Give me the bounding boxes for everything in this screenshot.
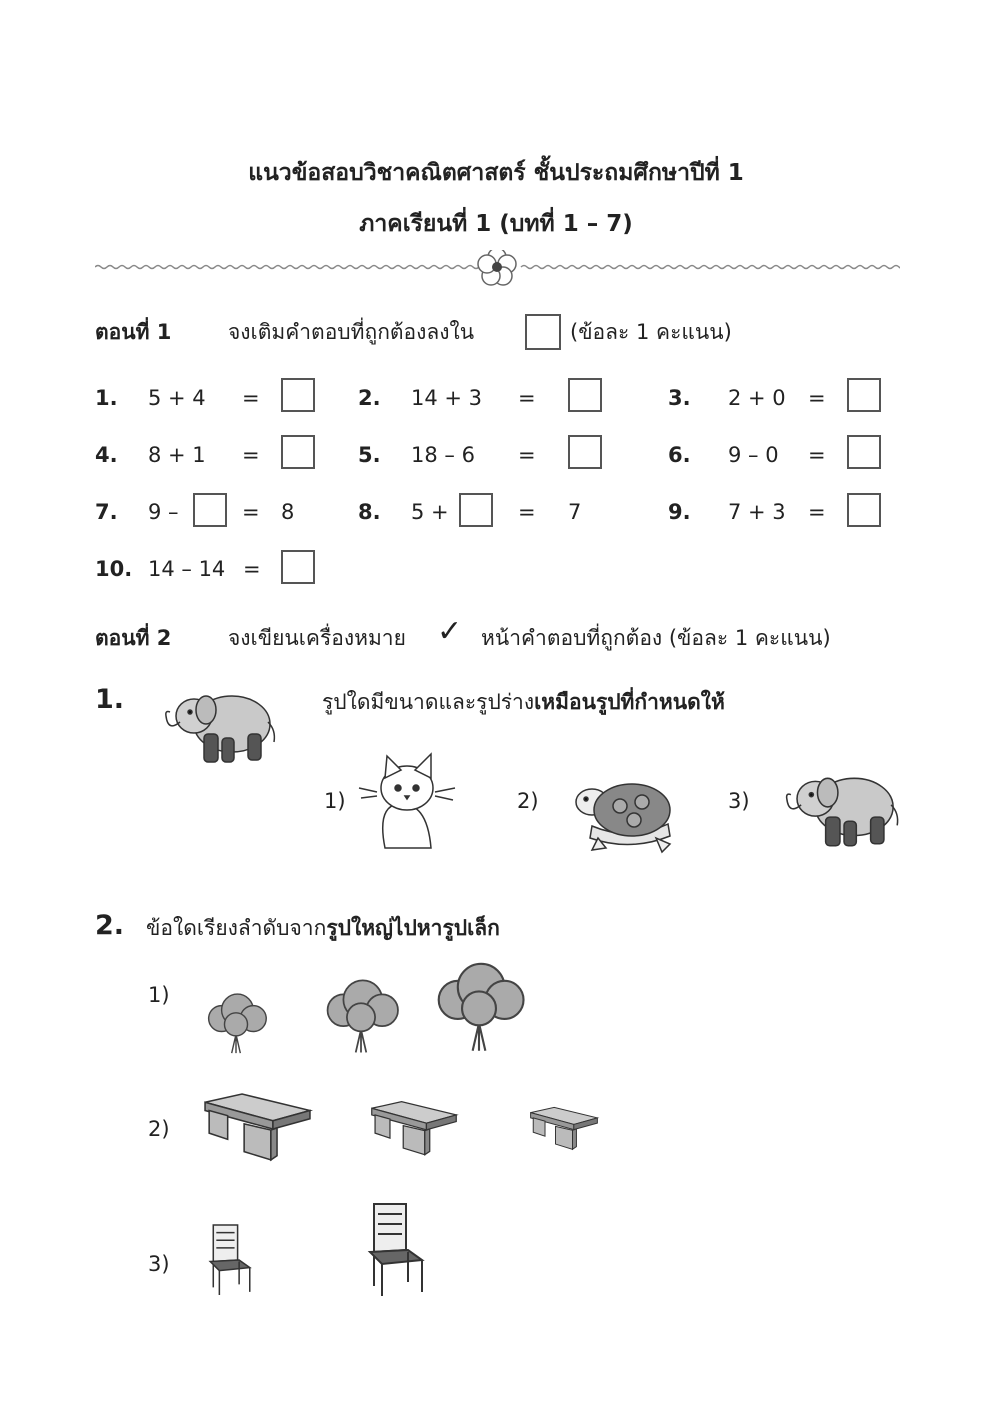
equals-sign: = (242, 500, 260, 524)
answer-box[interactable] (568, 435, 602, 469)
item-number: 4. (95, 443, 118, 467)
item-number: 7. (95, 500, 118, 524)
answer-box[interactable] (847, 435, 881, 469)
elephant-reference-image (160, 682, 280, 772)
item-expression: 9 – (148, 500, 179, 524)
option-label[interactable]: 1) (324, 789, 346, 813)
answer-box[interactable] (281, 378, 315, 412)
item-number: 5. (358, 443, 381, 467)
item-number: 3. (668, 386, 691, 410)
page-title: แนวข้อสอบวิชาคณิตศาสตร์ ชั้นประถมศึกษาปีที่ 1 (248, 160, 744, 186)
elephant-option-image (780, 764, 904, 856)
answer-box[interactable] (568, 378, 602, 412)
answer-box[interactable] (459, 493, 493, 527)
answer-box[interactable] (281, 435, 315, 469)
option-label[interactable]: 3) (148, 1252, 170, 1276)
check-mark-icon: ✓ (437, 614, 463, 649)
item-number: 8. (358, 500, 381, 524)
item-number: 2. (358, 386, 381, 410)
equals-sign: = (518, 386, 536, 410)
flower-icon (478, 250, 516, 285)
tree-large-image (426, 948, 532, 1056)
part2-instruction-end: หน้าคำตอบที่ถูกต้อง (ข้อละ 1 คะแนน) (481, 626, 831, 650)
cat-image (355, 748, 465, 858)
question-number: 1. (95, 684, 125, 715)
desk-small-image (528, 1106, 600, 1152)
item-expression: 8 + 1 (148, 443, 206, 467)
equals-sign: = (518, 443, 536, 467)
question-text: รูปใดมีขนาดและรูปร่างเหมือนรูปที่กำหนดให้ (322, 690, 725, 714)
item-number: 9. (668, 500, 691, 524)
part1-score-note: (ข้อละ 1 คะแนน) (570, 320, 732, 344)
wavy-divider (95, 250, 900, 286)
item-number: 6. (668, 443, 691, 467)
answer-box[interactable] (847, 493, 881, 527)
item-expression: 9 – 0 (728, 443, 779, 467)
item-number: 10. (95, 557, 133, 581)
part2-label: ตอนที่ 2 (95, 626, 172, 650)
item-expression: 5 + (411, 500, 449, 524)
answer-box[interactable] (847, 378, 881, 412)
equals-sign: = (243, 557, 261, 581)
part1-instruction: จงเติมคำตอบที่ถูกต้องลงใน (228, 320, 475, 344)
item-expression: 14 + 3 (411, 386, 483, 410)
page-subtitle: ภาคเรียนที่ 1 (บทที่ 1 – 7) (359, 211, 633, 237)
item-result: 8 (281, 500, 295, 524)
equals-sign: = (808, 443, 826, 467)
tree-small-image (200, 984, 272, 1056)
item-result: 7 (568, 500, 582, 524)
question-text: ข้อใดเรียงลำดับจากรูปใหญ่ไปหารูปเล็ก (146, 916, 500, 940)
answer-box[interactable] (193, 493, 227, 527)
equals-sign: = (808, 386, 826, 410)
desk-medium-image (368, 1100, 460, 1158)
answer-box-sample (525, 314, 561, 350)
equals-sign: = (242, 443, 260, 467)
equals-sign: = (518, 500, 536, 524)
option-label[interactable]: 1) (148, 983, 170, 1007)
option-label[interactable]: 2) (148, 1117, 170, 1141)
chair-small-image (205, 1222, 255, 1298)
answer-box[interactable] (281, 550, 315, 584)
option-label[interactable]: 2) (517, 789, 539, 813)
part2-instruction: จงเขียนเครื่องหมาย (228, 626, 406, 650)
item-expression: 5 + 4 (148, 386, 206, 410)
tree-medium-image (316, 968, 406, 1056)
question-number: 2. (95, 910, 125, 941)
turtle-image (570, 772, 680, 856)
item-expression: 18 – 6 (411, 443, 475, 467)
item-number: 1. (95, 386, 118, 410)
item-expression: 14 – 14 (148, 557, 226, 581)
part1-label: ตอนที่ 1 (95, 320, 172, 344)
option-label[interactable]: 3) (728, 789, 750, 813)
desk-large-image (200, 1092, 315, 1164)
chair-large-image (360, 1200, 432, 1300)
equals-sign: = (242, 386, 260, 410)
item-expression: 2 + 0 (728, 386, 786, 410)
item-expression: 7 + 3 (728, 500, 786, 524)
equals-sign: = (808, 500, 826, 524)
